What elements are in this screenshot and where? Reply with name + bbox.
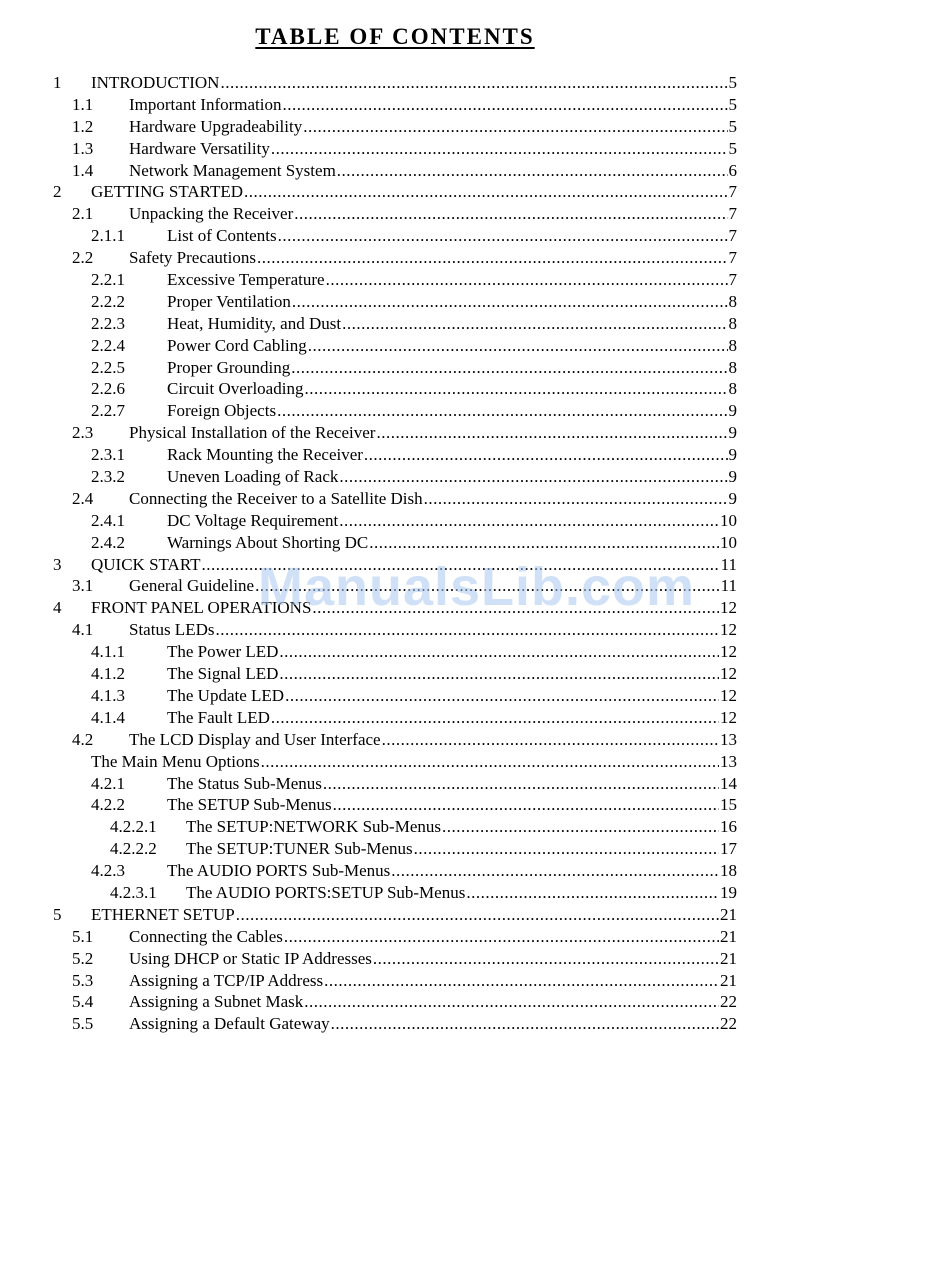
toc-entry[interactable] xyxy=(0,400,950,422)
toc-entry-page: 8 xyxy=(728,379,737,399)
toc-entry-label: The SETUP:NETWORK Sub-Menus xyxy=(186,817,441,837)
toc-dot-leader xyxy=(285,685,719,707)
toc-entry[interactable] xyxy=(0,225,950,247)
toc-entry-label: The Main Menu Options xyxy=(91,751,260,771)
toc-dot-leader xyxy=(442,816,719,838)
toc-entry-text xyxy=(129,991,737,1013)
toc-entry-page: 21 xyxy=(720,948,737,968)
toc-entry-text xyxy=(167,335,737,357)
toc-entry-number: 2.1.1 xyxy=(91,226,125,246)
toc-entry-label: General Guideline xyxy=(129,576,255,596)
toc-entry-label: The Status Sub-Menus xyxy=(167,773,322,793)
toc-entry-label: The Power LED xyxy=(167,642,279,662)
toc-entry-label: Status LEDs xyxy=(129,620,215,640)
toc-entry-label: ETHERNET SETUP xyxy=(91,904,235,924)
toc-entry-page: 7 xyxy=(728,204,737,224)
toc-entry-page: 21 xyxy=(720,904,737,924)
toc-dot-leader xyxy=(324,970,719,992)
toc-entry[interactable] xyxy=(0,357,950,379)
toc-entry-page: 22 xyxy=(720,992,737,1012)
toc-entry-label: List of Contents xyxy=(167,226,277,246)
toc-entry-label: The SETUP Sub-Menus xyxy=(167,795,332,815)
toc-entry-number: 2.1 xyxy=(72,204,94,224)
toc-entry-text xyxy=(129,926,737,948)
toc-dot-leader xyxy=(303,116,727,138)
toc-entry-page: 10 xyxy=(720,532,737,552)
toc-entry-number: 5.1 xyxy=(72,926,94,946)
toc-entry-label: Unpacking the Receiver xyxy=(129,204,294,224)
toc-entry[interactable] xyxy=(0,838,950,860)
toc-entry-label: Physical Installation of the Receiver xyxy=(129,423,376,443)
toc-entry-number: 2.2.2 xyxy=(91,291,125,311)
toc-entry[interactable] xyxy=(0,948,950,970)
toc-entry-text xyxy=(186,838,737,860)
toc-dot-leader xyxy=(294,203,727,225)
toc-entry-text xyxy=(167,794,737,816)
toc-entry-page: 9 xyxy=(728,401,737,421)
toc-entry[interactable] xyxy=(0,663,950,685)
toc-entry[interactable] xyxy=(0,554,950,576)
toc-entry-text xyxy=(167,291,737,313)
toc-entry[interactable] xyxy=(0,160,950,182)
toc-entry-text xyxy=(167,225,737,247)
toc-entry-text xyxy=(129,160,737,182)
toc-entry[interactable] xyxy=(0,970,950,992)
toc-entry-page: 8 xyxy=(728,291,737,311)
toc-dot-leader xyxy=(304,378,727,400)
toc-entry-page: 8 xyxy=(728,313,737,333)
page-title: TABLE OF CONTENTS xyxy=(255,24,535,49)
toc-entry-label: Rack Mounting the Receiver xyxy=(167,445,363,465)
toc-entry[interactable] xyxy=(0,116,950,138)
toc-entry-text xyxy=(167,313,737,335)
toc-entry[interactable] xyxy=(0,619,950,641)
toc-entry-label: Foreign Objects xyxy=(167,401,277,421)
toc-entry-number: 1.4 xyxy=(72,160,94,180)
toc-entry-number: 4.1.2 xyxy=(91,664,125,684)
toc-entry[interactable] xyxy=(0,816,950,838)
toc-entry-number: 4.2.2.1 xyxy=(110,817,157,837)
toc-entry[interactable] xyxy=(0,926,950,948)
toc-entry-label: GETTING STARTED xyxy=(91,182,244,202)
toc-dot-leader xyxy=(271,138,728,160)
toc-entry-number: 5 xyxy=(53,904,62,924)
toc-entry[interactable] xyxy=(0,904,950,926)
toc-entry-text xyxy=(129,116,737,138)
toc-dot-leader xyxy=(255,575,720,597)
toc-entry[interactable] xyxy=(0,466,950,488)
toc-entry[interactable] xyxy=(0,444,950,466)
toc-entry[interactable] xyxy=(0,378,950,400)
toc-entry-number: 4 xyxy=(53,598,62,618)
toc-entry-text xyxy=(129,948,737,970)
toc-entry[interactable] xyxy=(0,751,950,773)
toc-entry-text xyxy=(167,400,737,422)
toc-entry-page: 19 xyxy=(720,882,737,902)
toc-dot-leader xyxy=(304,991,719,1013)
toc-entry[interactable] xyxy=(0,707,950,729)
toc-entry-page: 18 xyxy=(720,861,737,881)
toc-entry-number: 5.4 xyxy=(72,992,94,1012)
toc-entry-text xyxy=(91,751,737,773)
toc-entry-text xyxy=(129,1013,737,1035)
toc-entry-text xyxy=(167,357,737,379)
toc-entry-label: The AUDIO PORTS:SETUP Sub-Menus xyxy=(186,882,466,902)
toc-entry-number: 1.3 xyxy=(72,138,94,158)
toc-entry-text xyxy=(129,729,737,751)
toc-dot-leader xyxy=(284,926,719,948)
toc-entry[interactable] xyxy=(0,860,950,882)
toc-dot-leader xyxy=(279,641,719,663)
toc-entry-text xyxy=(167,773,737,795)
toc-entry-number: 4.1.3 xyxy=(91,685,125,705)
toc-entry[interactable] xyxy=(0,291,950,313)
toc-entry-text xyxy=(167,532,737,554)
toc-dot-leader xyxy=(339,466,727,488)
toc-entry-page: 13 xyxy=(720,729,737,749)
toc-entry-label: Proper Ventilation xyxy=(167,291,291,311)
toc-entry-number: 5.2 xyxy=(72,948,94,968)
toc-entry-number: 1.2 xyxy=(72,116,94,136)
toc-dot-leader xyxy=(220,72,727,94)
toc-entry[interactable] xyxy=(0,138,950,160)
toc-dot-leader xyxy=(271,707,719,729)
toc-dot-leader xyxy=(291,357,727,379)
toc-entry-label: Circuit Overloading xyxy=(167,379,304,399)
toc-entry-label: Proper Grounding xyxy=(167,357,291,377)
toc-entry-number: 2.2.4 xyxy=(91,335,125,355)
toc-entry-page: 15 xyxy=(720,795,737,815)
toc-entry[interactable] xyxy=(0,488,950,510)
toc-entry-text xyxy=(167,378,737,400)
toc-entry-text xyxy=(91,72,737,94)
toc-entry-label: Network Management System xyxy=(129,160,336,180)
toc-entry-text xyxy=(129,575,737,597)
toc-entry-text xyxy=(129,970,737,992)
toc-dot-leader xyxy=(414,838,719,860)
toc-entry-page: 9 xyxy=(728,445,737,465)
toc-entry-page: 7 xyxy=(728,182,737,202)
toc-entry-page: 12 xyxy=(720,664,737,684)
toc-entry[interactable] xyxy=(0,510,950,532)
toc-entry-label: QUICK START xyxy=(91,554,201,574)
toc-entry-number: 4.2.1 xyxy=(91,773,125,793)
toc-entry-label: The SETUP:TUNER Sub-Menus xyxy=(186,839,413,859)
toc-entry-label: Safety Precautions xyxy=(129,248,256,268)
toc-entry-number: 2.2.7 xyxy=(91,401,125,421)
toc-entry-page: 6 xyxy=(728,160,737,180)
toc-dot-leader xyxy=(391,860,719,882)
toc-entry-label: Warnings About Shorting DC xyxy=(167,532,369,552)
toc-entry[interactable] xyxy=(0,532,950,554)
toc-dot-leader xyxy=(376,422,727,444)
toc-entry-page: 9 xyxy=(728,423,737,443)
toc-entry-page: 5 xyxy=(728,73,737,92)
toc-entry-page: 7 xyxy=(728,248,737,268)
toc-entry-label: Connecting the Receiver to a Satellite Dish xyxy=(129,488,423,508)
toc-entry[interactable] xyxy=(0,729,950,751)
toc-entry-label: Hardware Versatility xyxy=(129,138,270,158)
toc-entry-text xyxy=(167,663,737,685)
toc-entry-number: 2 xyxy=(53,182,62,202)
toc-entry-label: The AUDIO PORTS Sub-Menus xyxy=(167,861,391,881)
watermark: ManualsLib.com xyxy=(258,557,696,617)
toc-entry-text xyxy=(91,181,737,203)
toc-entry-page: 14 xyxy=(720,773,737,793)
toc-entry-label: INTRODUCTION xyxy=(91,73,220,92)
toc-entry[interactable] xyxy=(0,597,950,619)
toc-entry-label: Assigning a TCP/IP Address xyxy=(129,970,324,990)
toc-entry-text xyxy=(167,641,737,663)
toc-dot-leader xyxy=(257,247,728,269)
toc-entry-text xyxy=(167,707,737,729)
toc-dot-leader xyxy=(323,773,719,795)
toc-dot-leader xyxy=(215,619,719,641)
toc-entry[interactable] xyxy=(0,181,950,203)
toc-entry-label: Power Cord Cabling xyxy=(167,335,307,355)
toc-entry-number: 4.1 xyxy=(72,620,94,640)
toc-entry-number: 1.1 xyxy=(72,94,94,114)
toc-entry[interactable] xyxy=(0,794,950,816)
toc-entry-page: 5 xyxy=(728,138,737,158)
toc-entry-page: 7 xyxy=(728,270,737,290)
toc-entry-number: 4.2.3 xyxy=(91,861,125,881)
toc-dot-leader xyxy=(369,532,719,554)
toc-entry-page: 7 xyxy=(728,226,737,246)
toc-entry-label: DC Voltage Requirement xyxy=(167,510,339,530)
toc-entry-number: 3 xyxy=(53,554,62,574)
toc-dot-leader xyxy=(202,554,720,576)
toc-entry-number: 2.4.2 xyxy=(91,532,125,552)
toc-entry-page: 9 xyxy=(728,467,737,487)
toc-entry-number: 2.2.6 xyxy=(91,379,125,399)
toc-entry-label: The Update LED xyxy=(167,685,285,705)
toc-dot-leader xyxy=(342,313,727,335)
toc-entry-label: Uneven Loading of Rack xyxy=(167,467,339,487)
toc-dot-leader xyxy=(331,1013,719,1035)
toc-entry-number: 4.2.3.1 xyxy=(110,882,157,902)
toc-dot-leader xyxy=(333,794,719,816)
toc-entry-text xyxy=(129,247,737,269)
toc-entry[interactable] xyxy=(0,72,950,94)
toc-entry[interactable] xyxy=(0,269,950,291)
toc-entry-text xyxy=(167,269,737,291)
toc-entry-number: 2.2.3 xyxy=(91,313,125,333)
toc-entry-page: 13 xyxy=(720,751,737,771)
toc-entry-page: 12 xyxy=(720,598,737,618)
toc-entry-text xyxy=(167,510,737,532)
toc-dot-leader xyxy=(278,225,728,247)
toc-entry-text xyxy=(91,904,737,926)
toc-dot-leader xyxy=(308,335,728,357)
toc-entry-page: 11 xyxy=(720,554,737,574)
toc-entry-label: Excessive Temperature xyxy=(167,270,325,290)
toc-entry-page: 17 xyxy=(720,839,737,859)
toc-dot-leader xyxy=(261,751,719,773)
toc-entry-page: 5 xyxy=(728,116,737,136)
toc-list xyxy=(0,72,950,1035)
toc-entry[interactable] xyxy=(0,94,950,116)
toc-entry-number: 4.2.2 xyxy=(91,795,125,815)
toc-dot-leader xyxy=(312,597,719,619)
toc-entry-text xyxy=(167,685,737,707)
toc-dot-leader xyxy=(236,904,719,926)
toc-entry[interactable] xyxy=(0,773,950,795)
toc-entry[interactable] xyxy=(0,685,950,707)
toc-entry-label: Assigning a Subnet Mask xyxy=(129,992,304,1012)
toc-entry-number: 2.4 xyxy=(72,488,94,508)
toc-entry[interactable] xyxy=(0,575,950,597)
toc-entry-label: Heat, Humidity, and Dust xyxy=(167,313,342,333)
toc-entry-page: 9 xyxy=(728,488,737,508)
toc-entry-page: 11 xyxy=(720,576,737,596)
toc-entry-text xyxy=(167,466,737,488)
toc-entry-page: 12 xyxy=(720,620,737,640)
toc-dot-leader xyxy=(277,400,727,422)
toc-entry-page: 21 xyxy=(720,970,737,990)
toc-entry[interactable] xyxy=(0,247,950,269)
toc-entry-page: 21 xyxy=(720,926,737,946)
toc-entry-label: The Signal LED xyxy=(167,664,279,684)
toc-entry-label: Assigning a Default Gateway xyxy=(129,1014,330,1034)
toc-entry[interactable] xyxy=(0,422,950,444)
toc-dot-leader xyxy=(292,291,728,313)
toc-entry-number: 2.3 xyxy=(72,423,94,443)
toc-dot-leader xyxy=(382,729,719,751)
toc-entry-page: 22 xyxy=(720,1014,737,1034)
toc-entry-text xyxy=(129,619,737,641)
toc-entry-label: Hardware Upgradeability xyxy=(129,116,303,136)
toc-entry-text xyxy=(129,203,737,225)
toc-entry[interactable] xyxy=(0,335,950,357)
toc-entry-text xyxy=(91,597,737,619)
toc-entry-number: 4.1.1 xyxy=(91,642,125,662)
toc-entry-page: 5 xyxy=(728,94,737,114)
toc-entry-text xyxy=(129,138,737,160)
toc-entry[interactable] xyxy=(0,203,950,225)
toc-entry-number: 2.2.1 xyxy=(91,270,125,290)
toc-entry-page: 12 xyxy=(720,642,737,662)
toc-entry[interactable] xyxy=(0,641,950,663)
toc-entry-page: 12 xyxy=(720,685,737,705)
toc-entry-number: 2.2 xyxy=(72,248,94,268)
toc-entry[interactable] xyxy=(0,991,950,1013)
toc-entry-label: Connecting the Cables xyxy=(129,926,283,946)
toc-entry-label: The Fault LED xyxy=(167,707,270,727)
toc-entry-number: 3.1 xyxy=(72,576,94,596)
toc-entry-number: 4.2.2.2 xyxy=(110,839,157,859)
toc-dot-leader xyxy=(339,510,719,532)
toc-entry-text xyxy=(129,488,737,510)
toc-entry-text xyxy=(167,860,737,882)
toc-dot-leader xyxy=(373,948,719,970)
toc-entry-label: Using DHCP or Static IP Addresses xyxy=(129,948,372,968)
toc-entry-text xyxy=(186,816,737,838)
toc-dot-leader xyxy=(466,882,719,904)
toc-dot-leader xyxy=(364,444,728,466)
toc-entry-number: 5.3 xyxy=(72,970,94,990)
toc-entry[interactable] xyxy=(0,1013,950,1035)
toc-entry-label: The LCD Display and User Interface xyxy=(129,729,381,749)
toc-dot-leader xyxy=(424,488,728,510)
toc-entry-text xyxy=(129,94,737,116)
toc-entry-label: Important Information xyxy=(129,94,282,114)
toc-dot-leader xyxy=(326,269,728,291)
toc-dot-leader xyxy=(337,160,728,182)
toc-entry-number: 2.3.1 xyxy=(91,445,125,465)
toc-entry-page: 16 xyxy=(720,817,737,837)
toc-entry-page: 8 xyxy=(728,335,737,355)
toc-entry-number: 5.5 xyxy=(72,1014,94,1034)
toc-entry[interactable] xyxy=(0,882,950,904)
toc-entry-number: 4.2 xyxy=(72,729,94,749)
toc-entry-number: 2.2.5 xyxy=(91,357,125,377)
toc-entry-number: 4.1.4 xyxy=(91,707,125,727)
toc-entry-label: FRONT PANEL OPERATIONS xyxy=(91,598,312,618)
toc-entry-page: 10 xyxy=(720,510,737,530)
toc-entry-page: 8 xyxy=(728,357,737,377)
toc-entry-text xyxy=(91,554,737,576)
toc-entry-number: 1 xyxy=(53,73,62,92)
toc-entry-page: 12 xyxy=(720,707,737,727)
toc-dot-leader xyxy=(279,663,719,685)
toc-entry-text xyxy=(167,444,737,466)
toc-entry-number: 2.4.1 xyxy=(91,510,125,530)
toc-dot-leader xyxy=(283,94,728,116)
toc-entry[interactable] xyxy=(0,313,950,335)
toc-dot-leader xyxy=(244,181,727,203)
toc-entry-text xyxy=(186,882,737,904)
toc-entry-number: 2.3.2 xyxy=(91,467,125,487)
toc-entry-text xyxy=(129,422,737,444)
